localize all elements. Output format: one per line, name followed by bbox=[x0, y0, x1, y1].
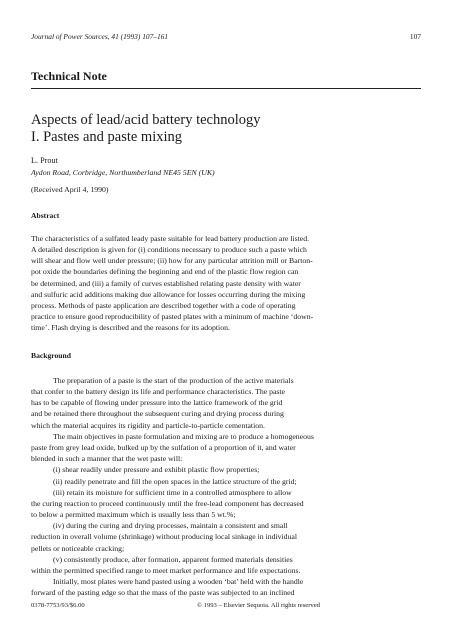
section-divider bbox=[31, 88, 421, 89]
issn-price: 0378-7753/93/$6.00 bbox=[31, 602, 85, 609]
author-name: L. Prout bbox=[31, 156, 58, 165]
abstract-line: pot oxide the boundaries defining the beginning and end of the plastic flow region can bbox=[31, 267, 299, 277]
body-line: The main objectives in paste formulation and mixing are to produce a homogeneous bbox=[53, 432, 314, 441]
body-line: pellets or noticeable cracking; bbox=[31, 543, 125, 553]
running-head bbox=[31, 31, 421, 43]
page-number: 107 bbox=[409, 32, 421, 41]
list-item-ii: (ii) readily penetrate and fill the open spaces in the lattice structure of the grid; bbox=[53, 476, 297, 486]
list-item-i: (i) shear readily under pressure and exhibit plastic flow properties; bbox=[53, 465, 260, 475]
background-heading: Background bbox=[31, 351, 71, 360]
abstract-line: be determined, and (iii) a family of curves established relating paste density with water bbox=[31, 278, 301, 288]
abstract-line: time’. Flash drying is described and the reasons for its adoption. bbox=[31, 323, 230, 333]
body-line: has to be capable of flowing under pressure into the lattice framework of the grid bbox=[31, 398, 283, 408]
list-item-v: (v) consistently produce, after formation, apparent formed materials densities bbox=[53, 554, 293, 564]
body-line: paste from grey lead oxide, bulked up by the sulfation of a proportion of it, and water bbox=[31, 443, 296, 453]
title-line: I. Pastes and paste mixing bbox=[31, 129, 183, 145]
list-item-iii: (iii) retain its moisture for sufficient time in a controlled atmosphere to allow bbox=[53, 487, 292, 497]
body-line: reduction in overall volume (shrinkage) without producing local sinkage in individual bbox=[31, 532, 298, 542]
copyright-notice: © 1993 – Elsevier Sequoia. All rights reserved bbox=[197, 602, 320, 609]
abstract-line: and sulfuric acid additions making due allowance for losses occurring during the mixing bbox=[31, 289, 306, 299]
body-line: to below a permitted maximum which is usually less than 5 wt.%; bbox=[31, 510, 236, 520]
body-line: the curing reaction to proceed continuously until the free-lead component has decreased bbox=[31, 498, 304, 508]
abstract-line: will shear and flow well under pressure; (ii) how for any particular attrition mill or Barton- bbox=[31, 256, 313, 266]
page-footer bbox=[31, 600, 421, 612]
abstract-line: A detailed description is given for (i) conditions necessary to produce such a paste which bbox=[31, 245, 307, 255]
background-paragraph-2 bbox=[31, 431, 421, 598]
body-line: blended in such a manner that the wet paste will: bbox=[31, 454, 183, 464]
received-date: (Received April 4, 1990) bbox=[31, 185, 109, 194]
body-line: forward of the pasting edge so that the mass of the paste was subjected to an inclined bbox=[31, 588, 295, 598]
abstract-heading: Abstract bbox=[31, 211, 60, 220]
section-label: Technical Note bbox=[31, 69, 107, 83]
abstract-body bbox=[31, 233, 421, 333]
body-line: that confer to the battery design its life and performance characteristics. The paste bbox=[31, 387, 285, 397]
list-item-iv: (iv) during the curing and drying processes, maintain a consistent and small bbox=[53, 521, 288, 531]
body-line: which the material acquires its rigidity and particle-to-particle cementation. bbox=[31, 420, 265, 430]
journal-citation: Journal of Power Sources, 41 (1993) 107–161 bbox=[31, 32, 169, 41]
body-line: within the permitted specified range to meet market performance and life expectations. bbox=[31, 565, 301, 575]
background-paragraph-1 bbox=[31, 375, 421, 431]
body-line: The preparation of a paste is the start of the production of the active materials bbox=[53, 376, 294, 385]
author-affiliation: Aydon Road, Corbridge, Northumberland NE45 5EN (UK) bbox=[31, 168, 215, 177]
body-line: and be retained there throughout the subsequent curing and drying process during bbox=[31, 409, 284, 419]
abstract-line: The characteristics of a sulfated leady paste suitable for lead battery production are listed. bbox=[31, 234, 310, 243]
abstract-line: practice to ensure good reproducibility of pasted plates with a mininum of machine ‘down- bbox=[31, 312, 314, 322]
title-line: Aspects of lead/acid battery technology bbox=[31, 112, 261, 128]
abstract-line: process. Methods of paste application are described together with a code of operating bbox=[31, 300, 296, 310]
body-line: Initially, most plates were hand pasted using a wooden ‘bat’ held with the handle bbox=[53, 577, 304, 587]
article-title bbox=[31, 112, 421, 146]
